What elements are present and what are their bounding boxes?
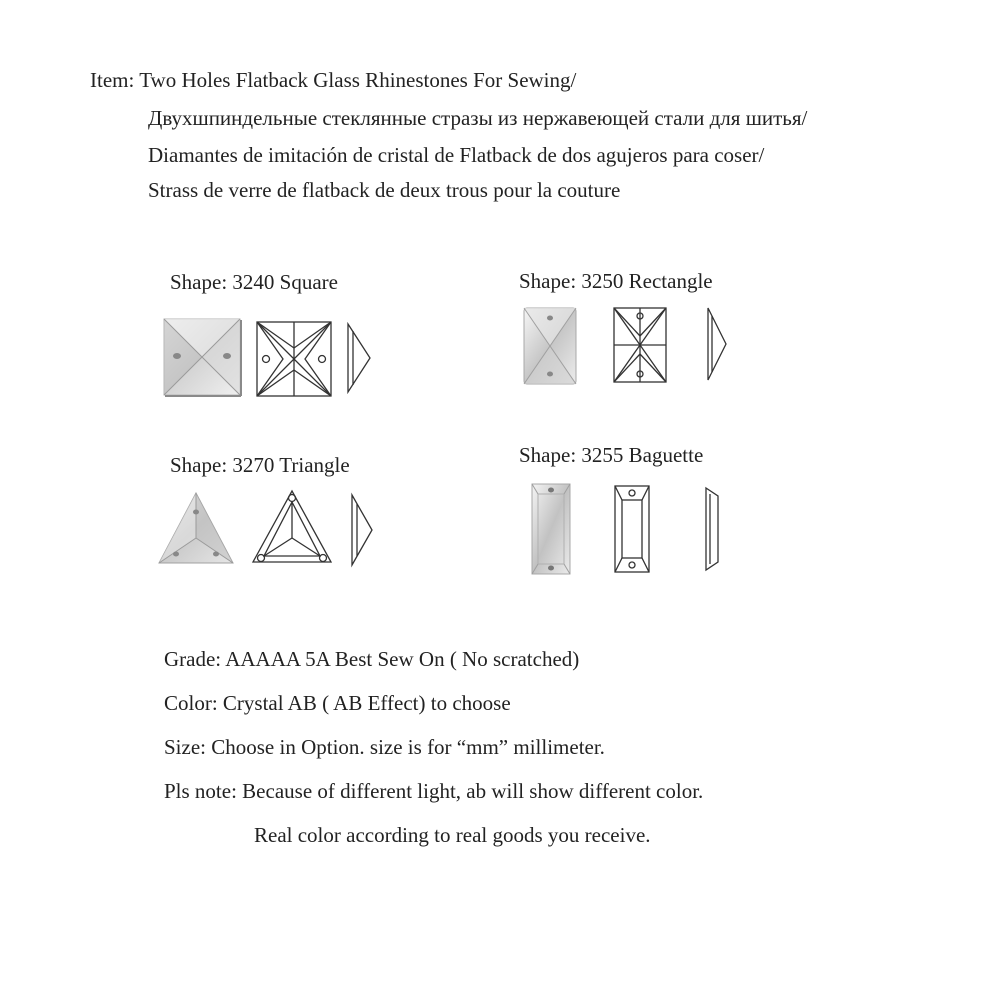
shape-label-baguette: Shape: 3255 Baguette — [519, 443, 704, 467]
square-crystal-side-icon — [344, 322, 374, 394]
item-title-es: Diamantes de imitación de cristal de Flatback de dos agujeros para coser/ — [148, 143, 765, 167]
item-title-ru: Двухшпиндельные стеклянные стразы из нержавеющей стали для шитья/ — [148, 106, 808, 130]
triangle-crystal-diagram-icon — [250, 488, 334, 566]
rectangle-crystal-diagram-icon — [612, 306, 668, 384]
square-crystal-photo-icon — [163, 318, 243, 398]
triangle-crystal-photo-icon — [156, 490, 236, 566]
item-title-fr: Strass de verre de flatback de deux trous pour la couture — [148, 178, 621, 202]
rectangle-crystal-photo-icon — [522, 306, 578, 386]
grade-text: Grade: AAAAA 5A Best Sew On ( No scratched) — [164, 647, 580, 671]
note-continuation-text: Real color according to real goods you receive. — [254, 823, 651, 847]
triangle-crystal-side-icon — [348, 492, 376, 568]
shape-label-triangle: Shape: 3270 Triangle — [170, 453, 350, 477]
item-title-en: Item: Two Holes Flatback Glass Rhinestones For Sewing/ — [90, 68, 577, 92]
rectangle-crystal-side-icon — [704, 306, 730, 382]
baguette-crystal-side-icon — [702, 486, 722, 572]
baguette-crystal-diagram-icon — [612, 484, 652, 574]
square-crystal-diagram-icon — [255, 320, 333, 398]
color-text: Color: Crystal AB ( AB Effect) to choose — [164, 691, 511, 715]
size-text: Size: Choose in Option. size is for “mm” millimeter. — [164, 735, 605, 759]
shape-label-square: Shape: 3240 Square — [170, 270, 338, 294]
baguette-crystal-photo-icon — [530, 482, 572, 576]
note-text: Pls note: Because of different light, ab will show different color. — [164, 779, 704, 803]
shape-label-rectangle: Shape: 3250 Rectangle — [519, 269, 713, 293]
